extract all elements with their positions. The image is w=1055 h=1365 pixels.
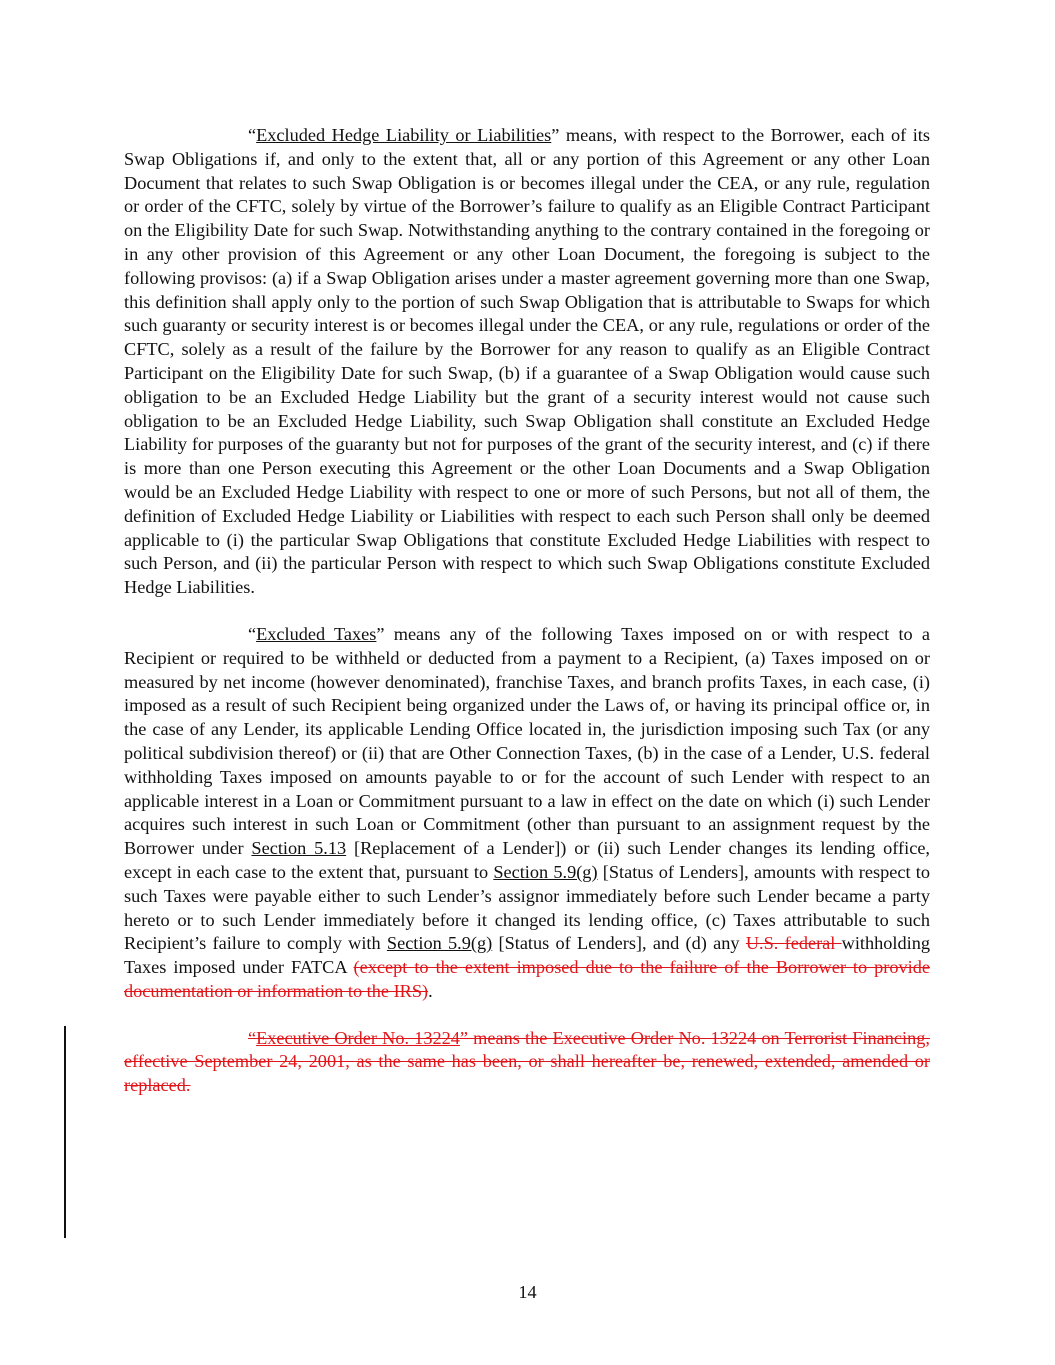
definition-text: [Replacement of a Lender]) or (ii) such Lender changes its lending office, except in each case to the extent that, pursuant to bbox=[124, 838, 930, 882]
definition-excluded-hedge-liability bbox=[124, 124, 930, 600]
quote-open: “ bbox=[248, 623, 257, 644]
section-reference: Section 5.9(g) bbox=[493, 861, 598, 882]
revision-change-bar bbox=[64, 1026, 66, 1238]
definition-text: ” means, with respect to the Borrower, each of its Swap Obligations if, and only to the extent that, all or any portion of this Agreement or any other Loan Document that relates to such Swap Obligation is or becomes illegal under the CEA, or any rule, regulation or order of the CFTC, solely by virtue of the Borrower’s failure to qualify as an Eligible Contract Participant on the Eligibility Date for such Swap. Notwithstanding anything to the contrary contained in the foregoing or in any other provision of this Agreement or any other Loan Document, the foregoing is subject to the following provisos: (a) if a Swap Obligation arises under a master agreement governing more than one Swap, this definition shall apply only to the portion of such Swap Obligation that is attributable to Swaps for which such guaranty or security interest is or becomes illegal under the CEA, or any rule, regulations or order of the CFTC, solely as a result of the failure by the Borrower for any reason to qualify as an Eligible Contract Participant on the Eligibility Date for such Swap, (b) if a guarantee of a Swap Obligation would cause such obligation to be an Excluded Hedge Liability but the grant of a security interest would not cause such obligation to be an Excluded Hedge Liability, such Swap Obligation shall constitute an Excluded Hedge Liability for purposes of the guaranty but not for purposes of the grant of the security interest, and (c) if there is more than one Person executing this Agreement or the other Loan Documents and a Swap Obligation would be an Excluded Hedge Liability with respect to one or more of such Persons, but not all of them, the definition of Excluded Hedge Liability or Liabilities with respect to each such Person shall only be deemed applicable to (i) the particular Swap Obligations that constitute Excluded Hedge Liabilities with respect to such Person, and (ii) the particular Person with respect to which such Swap Obligations constitute Excluded Hedge Liabilities. bbox=[124, 125, 931, 598]
definition-text: ” means any of the following Taxes imposed on or with respect to a Recipient or required to be withheld or deducted from a payment to a Recipient, (a) Taxes imposed on or measured by net income (however denominated), franchise Taxes, and branch profits Taxes, in each case, (i) imposed as a result of such Recipient being organized under the Laws of, or having its principal office or, in the case of any Lender, its applicable Lending Office located in, the jurisdiction imposing such Tax (or any political subdivision thereof) or (ii) that are Other Connection Taxes, (b) in the case of a Lender, U.S. federal withholding Taxes imposed on amounts payable to or for the account of such Lender with respect to an applicable interest in a Loan or Commitment pursuant to a law in effect on the date on which (i) such Lender acquires such interest in such Loan or Commitment (other than pursuant to an assignment request by the Borrower under bbox=[124, 623, 930, 859]
definition-excluded-taxes bbox=[124, 623, 930, 1004]
section-reference: Section 5.13 bbox=[251, 838, 347, 859]
page-number: 14 bbox=[518, 1282, 537, 1302]
deleted-text: (except to the extent imposed due to the failure of the Borrower to provide documentation or information to the IRS) bbox=[124, 957, 931, 1001]
definition-text: ” means the Executive Order No. 13224 on Terrorist Financing, effective September 24, 2001, as the same has been, or shall hereafter be, renewed, extended, amended or replaced. bbox=[124, 1027, 930, 1096]
defined-term: Excluded Hedge Liability or Liabilities bbox=[256, 125, 552, 145]
deleted-text: U.S. federal bbox=[745, 933, 842, 954]
definition-text: withholding Taxes imposed under FATCA bbox=[124, 933, 931, 978]
definition-text: [Status of Lenders], amounts with respect to such Taxes were payable either to such Lender’s assignor immediately before such Lender became a party hereto or to such Lender immediately before it changed its lending office, (c) Taxes attributable to such Recipient’s failure to comply with bbox=[124, 861, 930, 954]
quote-open: “ bbox=[248, 125, 257, 145]
quote-open: “ bbox=[248, 1027, 257, 1048]
defined-term: Executive Order No. 13224 bbox=[256, 1027, 460, 1048]
definition-text: . bbox=[428, 980, 433, 1001]
document-body bbox=[124, 124, 930, 1121]
section-reference: Section 5.9(g) bbox=[386, 933, 493, 954]
defined-term: Excluded Taxes bbox=[256, 623, 377, 644]
definition-executive-order-deleted bbox=[124, 1027, 930, 1098]
definition-text: [Status of Lenders], and (d) any bbox=[492, 933, 746, 954]
